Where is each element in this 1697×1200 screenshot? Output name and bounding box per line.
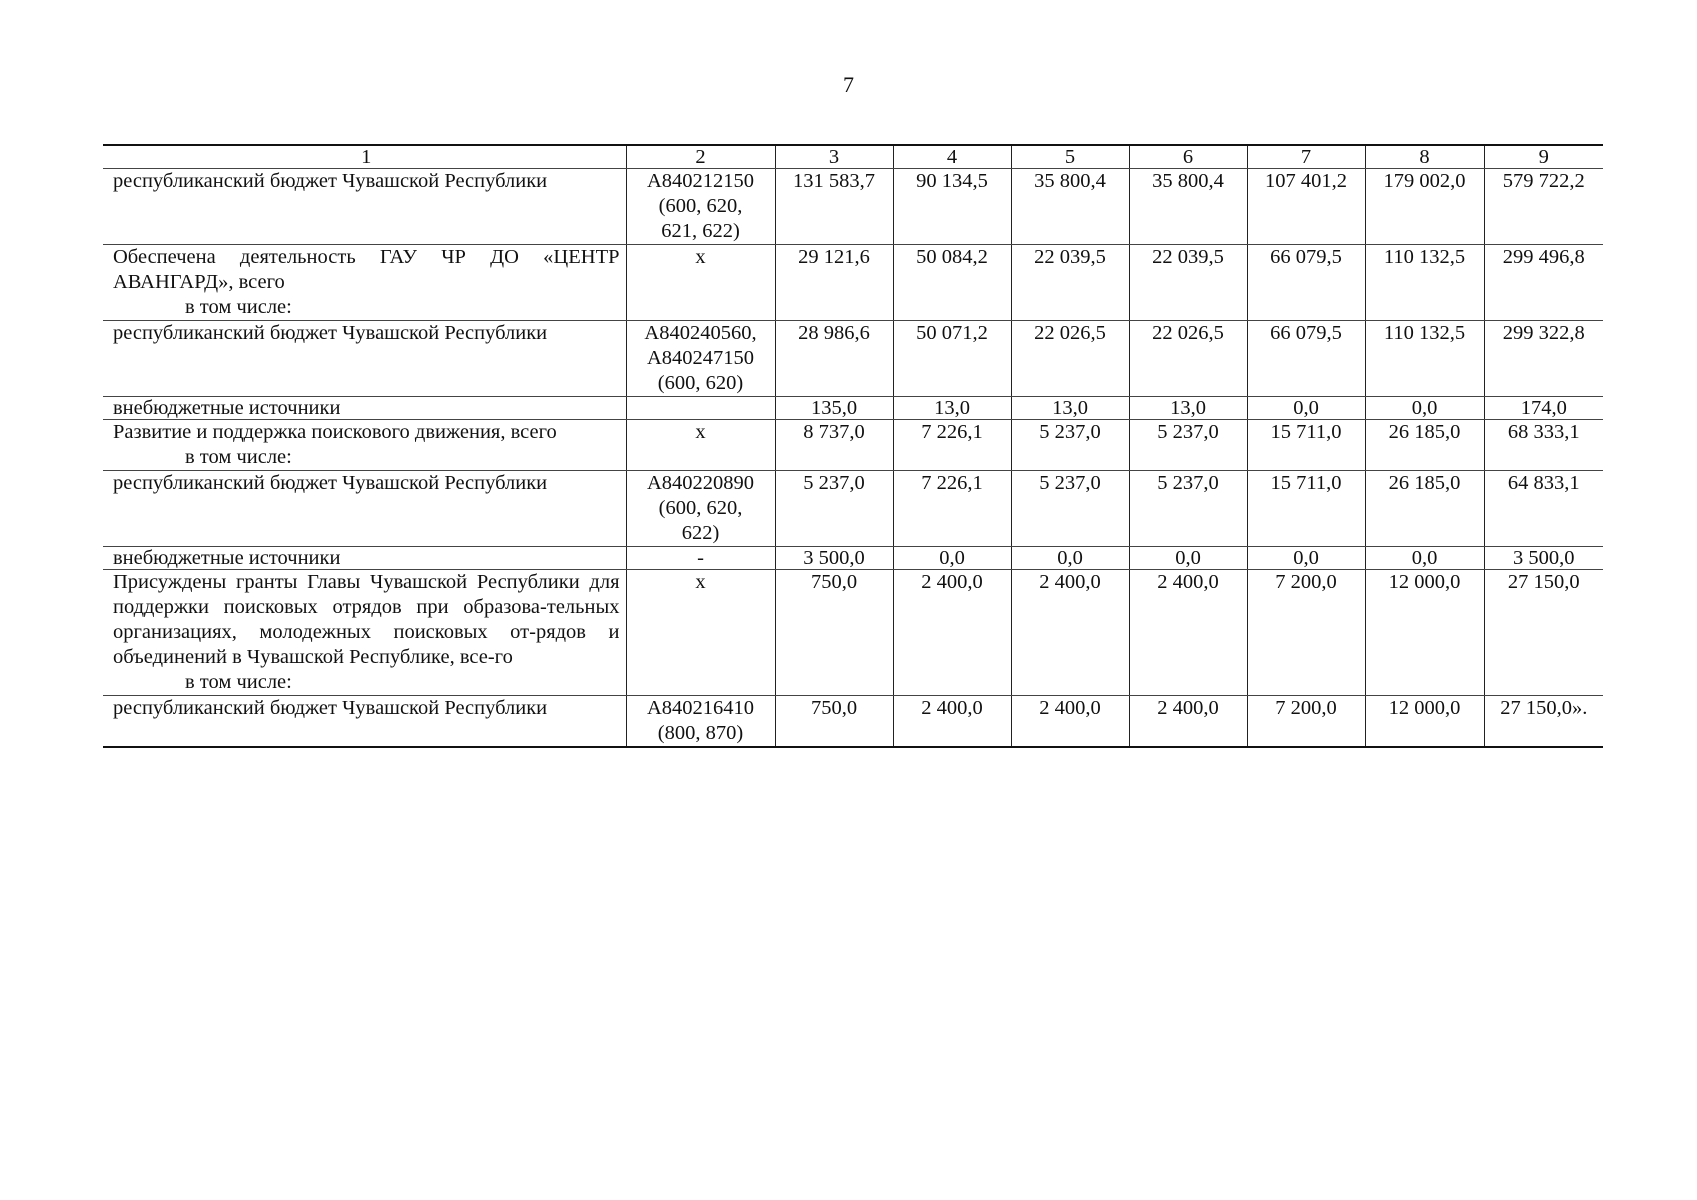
row-code: х [626,420,775,471]
row-value: 26 185,0 [1365,471,1484,547]
column-header: 9 [1484,145,1603,169]
row-value: 22 026,5 [1011,321,1129,397]
row-name-cell [103,570,626,696]
column-header: 5 [1011,145,1129,169]
row-value: 2 400,0 [893,570,1011,696]
row-value: 5 237,0 [1011,471,1129,547]
row-name-cell [103,245,626,321]
row-name: внебюджетные источники [113,397,341,419]
row-value: 5 237,0 [775,471,893,547]
row-value: 66 079,5 [1247,321,1365,397]
row-value: 22 026,5 [1129,321,1247,397]
row-value: 27 150,0». [1484,696,1603,748]
row-code: - [626,547,775,570]
row-name-cell [103,471,626,547]
row-code: А840216410 (800, 870) [626,696,775,748]
row-value: 68 333,1 [1484,420,1603,471]
row-value: 13,0 [893,397,1011,420]
table-row [103,397,1603,420]
row-value: 0,0 [1365,547,1484,570]
row-value: 2 400,0 [1129,696,1247,748]
row-value: 66 079,5 [1247,245,1365,321]
row-value: 2 400,0 [893,696,1011,748]
row-code: А840240560, А840247150 (600, 620) [626,321,775,397]
row-name: республиканский бюджет Чувашской Республики [113,697,548,719]
row-value: 5 237,0 [1129,420,1247,471]
column-header: 7 [1247,145,1365,169]
row-value: 35 800,4 [1129,169,1247,245]
row-value: 3 500,0 [1484,547,1603,570]
row-code [626,397,775,420]
row-value: 13,0 [1129,397,1247,420]
row-value: 299 322,8 [1484,321,1603,397]
table-row [103,245,1603,321]
row-name-cell [103,547,626,570]
row-code: х [626,570,775,696]
row-value: 2 400,0 [1129,570,1247,696]
row-value: 29 121,6 [775,245,893,321]
row-value: 0,0 [1011,547,1129,570]
row-value: 2 400,0 [1011,696,1129,748]
column-header: 1 [103,145,626,169]
row-name-cell [103,696,626,748]
row-value: 179 002,0 [1365,169,1484,245]
row-name: Присуждены гранты Главы Чувашской Республики для поддержки поисковых отрядов при образова-тельных организациях, молодежных поисковых от-рядов и объединений в Чувашской Республике, все-го [113,571,620,668]
row-code: А840220890 (600, 620, 622) [626,471,775,547]
row-value: 135,0 [775,397,893,420]
row-name-cell [103,169,626,245]
table-row [103,570,1603,696]
row-value: 64 833,1 [1484,471,1603,547]
row-value: 90 134,5 [893,169,1011,245]
row-value: 174,0 [1484,397,1603,420]
row-value: 22 039,5 [1129,245,1247,321]
row-value: 0,0 [1247,397,1365,420]
row-code: х [626,245,775,321]
row-name: Развитие и поддержка поискового движения, всего [113,421,557,443]
row-value: 579 722,2 [1484,169,1603,245]
row-value: 5 237,0 [1129,471,1247,547]
column-header: 3 [775,145,893,169]
row-value: 0,0 [1129,547,1247,570]
column-header: 2 [626,145,775,169]
row-note: в том числе: [185,446,292,468]
row-value: 2 400,0 [1011,570,1129,696]
row-name: республиканский бюджет Чувашской Республики [113,322,548,344]
row-value: 28 986,6 [775,321,893,397]
row-note: в том числе: [185,296,292,318]
row-value: 0,0 [893,547,1011,570]
table-row [103,547,1603,570]
row-value: 0,0 [1247,547,1365,570]
budget-table [103,144,1603,748]
table-row [103,696,1603,748]
row-value: 7 226,1 [893,420,1011,471]
column-header: 4 [893,145,1011,169]
row-name-cell [103,321,626,397]
page-number: 7 [843,72,854,97]
row-value: 7 200,0 [1247,570,1365,696]
table-row [103,471,1603,547]
row-value: 15 711,0 [1247,420,1365,471]
row-value: 12 000,0 [1365,570,1484,696]
table-row [103,420,1603,471]
row-value: 750,0 [775,696,893,748]
row-value: 131 583,7 [775,169,893,245]
row-value: 107 401,2 [1247,169,1365,245]
row-value: 35 800,4 [1011,169,1129,245]
table-row [103,169,1603,245]
row-value: 27 150,0 [1484,570,1603,696]
table-body [103,145,1603,747]
row-value: 26 185,0 [1365,420,1484,471]
row-value: 299 496,8 [1484,245,1603,321]
row-name-cell [103,397,626,420]
row-value: 0,0 [1365,397,1484,420]
row-value: 13,0 [1011,397,1129,420]
row-value: 3 500,0 [775,547,893,570]
row-value: 50 084,2 [893,245,1011,321]
row-value: 8 737,0 [775,420,893,471]
row-name-cell [103,420,626,471]
row-value: 750,0 [775,570,893,696]
row-value: 50 071,2 [893,321,1011,397]
row-value: 12 000,0 [1365,696,1484,748]
row-value: 110 132,5 [1365,321,1484,397]
table-header-row [103,145,1603,169]
row-value: 5 237,0 [1011,420,1129,471]
row-value: 110 132,5 [1365,245,1484,321]
row-value: 7 200,0 [1247,696,1365,748]
column-header: 8 [1365,145,1484,169]
row-note: в том числе: [185,671,292,693]
row-code: А840212150 (600, 620, 621, 622) [626,169,775,245]
column-header: 6 [1129,145,1247,169]
row-name: республиканский бюджет Чувашской Республики [113,472,548,494]
row-value: 15 711,0 [1247,471,1365,547]
table-row [103,321,1603,397]
row-value: 22 039,5 [1011,245,1129,321]
row-name: республиканский бюджет Чувашской Республики [113,170,548,192]
row-name: Обеспечена деятельность ГАУ ЧР ДО «ЦЕНТР АВАНГАРД», всего [113,246,620,293]
row-name: внебюджетные источники [113,547,341,569]
row-value: 7 226,1 [893,471,1011,547]
